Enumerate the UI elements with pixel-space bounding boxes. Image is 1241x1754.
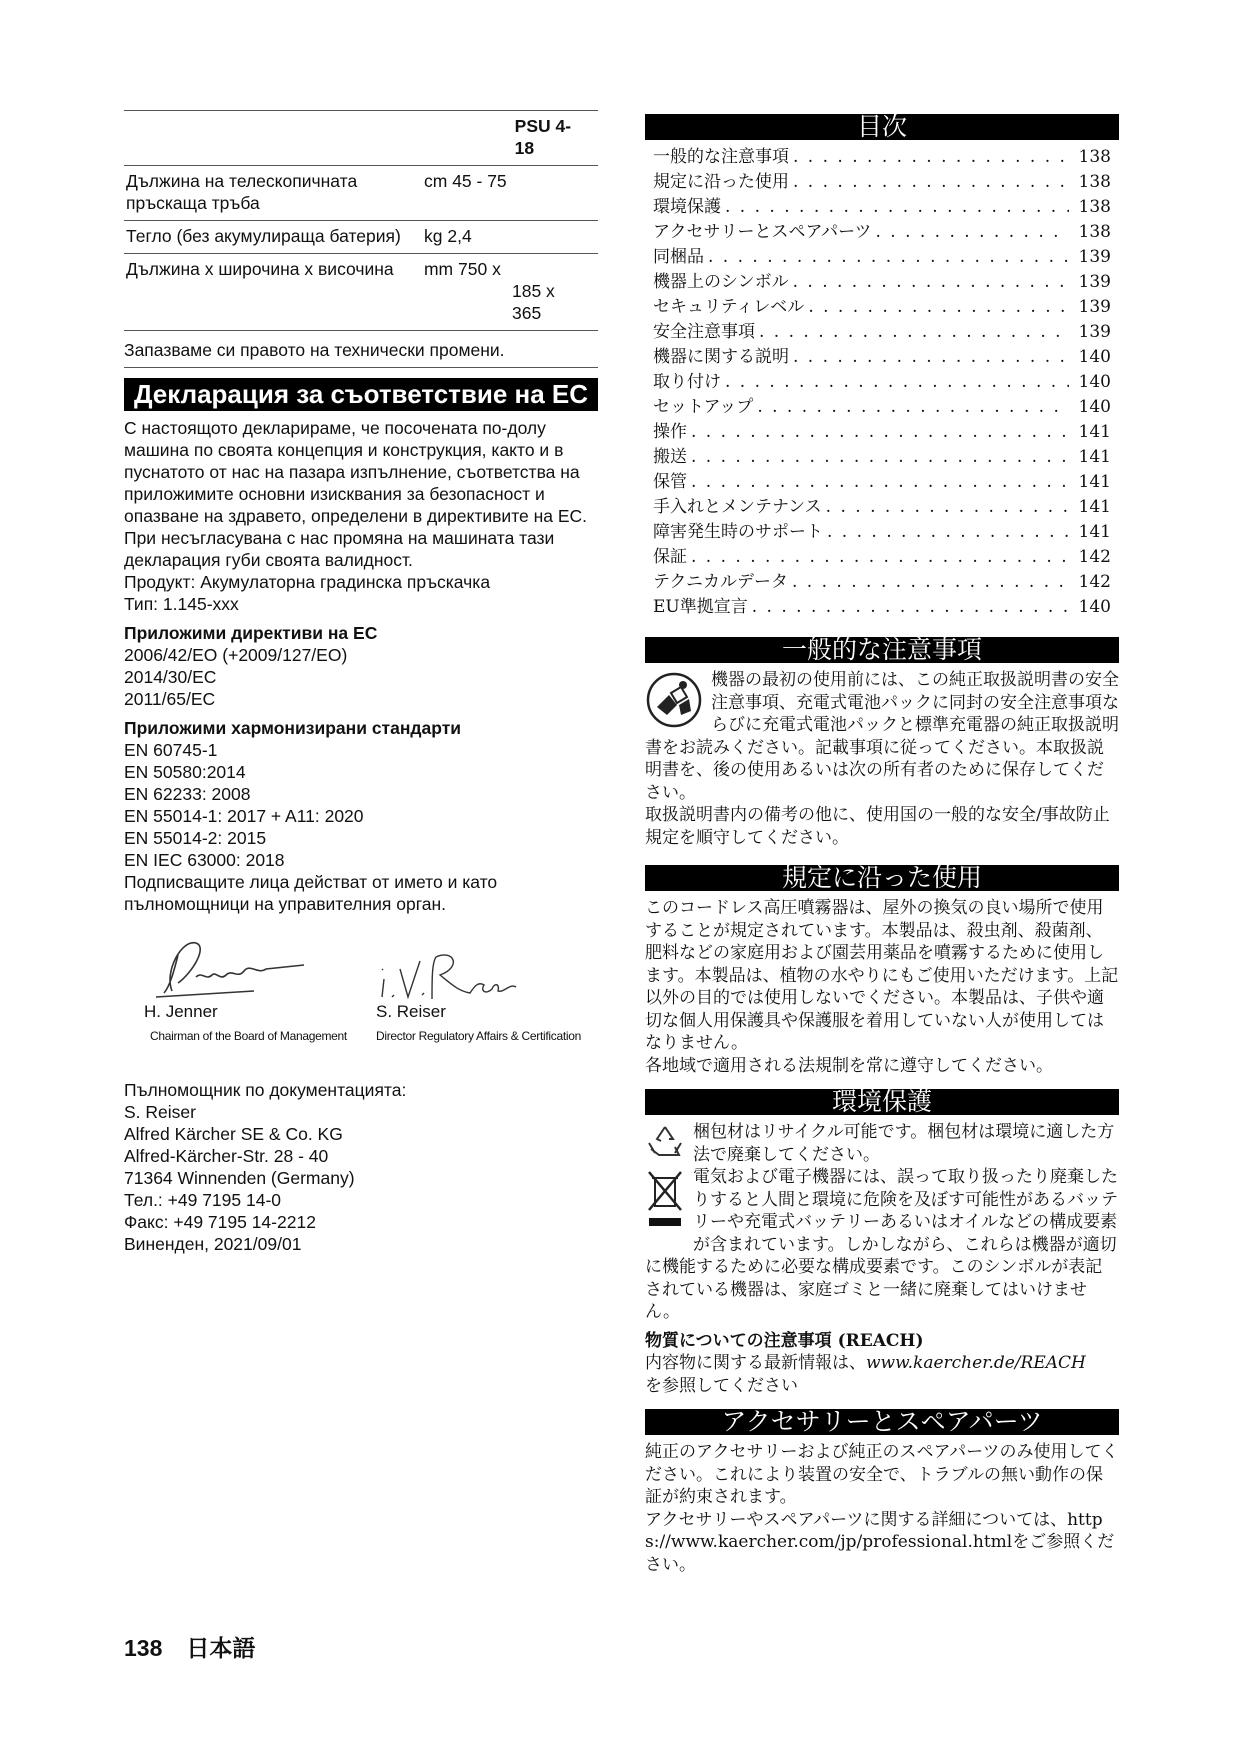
toc-item[interactable]: 一般的な注意事項 . . . 138 <box>645 146 1119 171</box>
standards-title: Приложими хармонизирани стандарти <box>124 718 462 738</box>
toc-item[interactable]: 機器に関する説明 . . . 140 <box>645 346 1119 371</box>
contact-block: Пълномощник по документацията: S. Reiser Alfred Kärcher SE & Co. KG Alfred-Kärcher-Str. 28 - 40 71364 Winnenden (Germany) Тел.: +49 7195 14-0 Факс: +49 7195 14-2212 Виненден, 2021/09/01 <box>124 1080 407 1254</box>
toc-item[interactable]: EU準拠宣言 . . . 140 <box>645 596 1119 621</box>
table-row: Тегло (без акумулираща батерия) kg 2,4 <box>124 221 598 254</box>
spec-table-header <box>124 111 598 166</box>
table-of-contents <box>645 146 1119 621</box>
reach-link[interactable]: www.kaercher.de/REACH <box>866 1353 1086 1373</box>
handwritten-signature-icon <box>374 939 524 1009</box>
toc-item[interactable]: 機器上のシンボル . . . 139 <box>645 271 1119 296</box>
toc-item[interactable]: セットアップ . . . 140 <box>645 396 1119 421</box>
directives-title: Приложими директиви на ЕС <box>124 623 378 643</box>
read-manual-icon <box>645 671 703 736</box>
toc-item[interactable]: テクニカルデータ . . . 142 <box>645 571 1119 596</box>
left-column <box>124 110 598 1255</box>
table-row: Дължина x широчина x височина mm 750 x 185 x 365 <box>124 254 598 331</box>
toc-item[interactable]: 保管 . . . 141 <box>645 471 1119 496</box>
tech-change-note: Запазваме си правото на технически промени. <box>124 339 598 368</box>
environment-heading: 環境保護 <box>645 1089 1119 1115</box>
toc-item[interactable]: アクセサリーとスペアパーツ . . . 138 <box>645 221 1119 246</box>
general-heading: 一般的な注意事項 <box>645 637 1119 663</box>
recycling-icon <box>645 1123 685 1166</box>
declaration-heading: Декларация за съответствие на ЕС <box>124 378 598 411</box>
signatures: H. Jenner Chairman of the Board of Management S. Reiser Director Regulatory Affairs & Certification <box>124 931 598 1071</box>
toc-item[interactable]: 取り付け . . . 140 <box>645 371 1119 396</box>
standard-item: EN 55014-1: 2017 + A11: 2020 <box>124 806 364 826</box>
toc-item[interactable]: 搬送 . . . 141 <box>645 446 1119 471</box>
accessories-heading: アクセサリーとスペアパーツ <box>645 1409 1119 1435</box>
reach-title: 物質についての注意事項 (REACH) <box>645 1330 924 1351</box>
toc-item[interactable]: 規定に沿った使用 . . . 138 <box>645 171 1119 196</box>
toc-item[interactable]: 操作 . . . 141 <box>645 421 1119 446</box>
general-note-2: 取扱説明書内の備考の他に、使用国の一般的な安全/事故防止規定を順守してください。 <box>645 805 1110 848</box>
declaration-body: С настоящото декларираме, че посочената по-долу машина по своята концепция и конструкция, както и в пуснатото от нас на пазара изпълнение, съответства на приложимите основни изисквания за безопасност и опазване на здравето, определени в директивите на ЕС. При несъгласувана с нас промяна на машината тази декларация губи своята валидност. <box>124 418 588 570</box>
toc-item[interactable]: 環境保護 . . . 138 <box>645 196 1119 221</box>
general-notes: 機器の最初の使用前には、この純正取扱説明書の安全注意事項、充電式電池パックに同封の安全注意事項ならびに充電式電池パックと標準充電器の純正取扱説明書をお読みください。記載事項に従ってください。本取扱説明書を、後の使用あるいは次の所有者のために保存してください。 <box>645 670 1119 803</box>
signatories-text: Подписващите лица действат от името и като пълномощници на управителния орган. <box>124 872 498 914</box>
standard-item: EN IEC 63000: 2018 <box>124 850 285 870</box>
standard-item: EN 55014-2: 2015 <box>124 828 267 848</box>
toc-item[interactable]: 安全注意事項 . . . 139 <box>645 321 1119 346</box>
toc-item[interactable]: 同梱品 . . . 139 <box>645 246 1119 271</box>
toc-item[interactable]: 手入れとメンテナンス . . . 141 <box>645 496 1119 521</box>
table-row: Дължина на телескопичната пръскаща тръба cm 45 - 75 <box>124 166 598 221</box>
toc-item[interactable]: 保証 . . . 142 <box>645 546 1119 571</box>
crossed-bin-icon <box>645 1168 685 1235</box>
toc-heading: 目次 <box>645 114 1119 140</box>
right-column: 目次 一般的な注意事項 . . . 138 規定に沿った使用 . . . 138 環境保護 . . . 138 アクセサリーとスペアパーツ . . . 138 同梱品 . . . 139 機器上のシンボル . . . 139 セキュリティレベル . . . 139 安全注意事項 . . . 139 機器に関する説明 . . . 140 取り付け . . . 140 セットアップ . . . 140 操作 . . . 141 搬送 . . . 141 保管 . . . 141 手入れとメンテナンス . . . 141 障害発生時のサポート . . . 141 保証 . . . 142 テクニカルデータ . . . 142 EU準拠宣言 . . . 140 一般的な注意事項 機器の最初の使用前には、この純正取扱説明書の安全注意事項、充電式電池パックに同封の安全注意事項ならびに充電式電池パックと標準充電器の純正取扱説明書をお読みください。記載事項に従ってください。本取扱説明書を、後の使用あるいは次の所有者のために保存してください。 取扱説明書内の備考の他に、使用国の一般的な安全/事故防止規定を順守してください。 規定に沿った使用 このコードレス高圧噴霧器は、屋外の換気の良い場所で使用することが規定されています。本製品は、殺虫剤、殺菌剤、肥料などの家庭用および園芸用薬品を噴霧するために使用します。本製品は、植物の水やりにもご使用いただけます。上記以外の目的では使用しないでください。本製品は、子供や適切な個人用保護具や保護服を着用していない人が使用してはなりません。 各地域で適用される法規制を常に遵守してください。 環境保護 梱包材はリサイクル可能です。梱包材は環境に適した方法で廃棄してください。 電気および電子機器には、誤って取り扱ったり廃棄したりすると人間と環境に危険を及ぼす可能性があるバッテリーや充電式バッテリーあるいはオイルなどの構成要素が含まれています。しかしながら、これらは機器が適切に機能するために必要な構成要素です。このシンボルが表記されている機器は、家庭ゴミと一緒に廃棄してはいけません。 物質についての注意事項 (REACH) 内容物に関する最新情報は、www.kaercher.de/REACH を参照してください アクセサリーとスペアパーツ 純正のアクセサリーおよび純正のスペアパーツのみ使用してください。これにより装置の安全で、トラブルの無い動作の保証が約束されます。 アクセサリーやスペアパーツに関する詳細については、https://www.kaercher.com/jp/professional.htmlをご参照ください。 <box>645 114 1119 1576</box>
declaration-product: Продукт: Акумулаторна градинска пръскачка <box>124 572 491 592</box>
directive-item: 2014/30/EC <box>124 667 217 687</box>
toc-item[interactable]: 障害発生時のサポート . . . 141 <box>645 521 1119 546</box>
page-number: 138 <box>124 1635 163 1661</box>
page-footer <box>124 1630 255 1663</box>
language-label: 日本語 <box>186 1635 256 1661</box>
standard-item: EN 62233: 2008 <box>124 784 251 804</box>
spec-table <box>124 110 598 331</box>
declaration-type: Тип: 1.145-xxx <box>124 594 239 614</box>
intended-use-heading: 規定に沿った使用 <box>645 865 1119 891</box>
standard-item: EN 50580:2014 <box>124 762 246 782</box>
spec-model-header: PSU 4- 18 <box>513 111 598 166</box>
directive-item: 2011/65/EC <box>124 689 216 709</box>
handwritten-signature-icon <box>134 931 364 1011</box>
directive-item: 2006/42/EO (+2009/127/EO) <box>124 645 348 665</box>
toc-item[interactable]: セキュリティレベル . . . 139 <box>645 296 1119 321</box>
standard-item: EN 60745-1 <box>124 740 218 760</box>
